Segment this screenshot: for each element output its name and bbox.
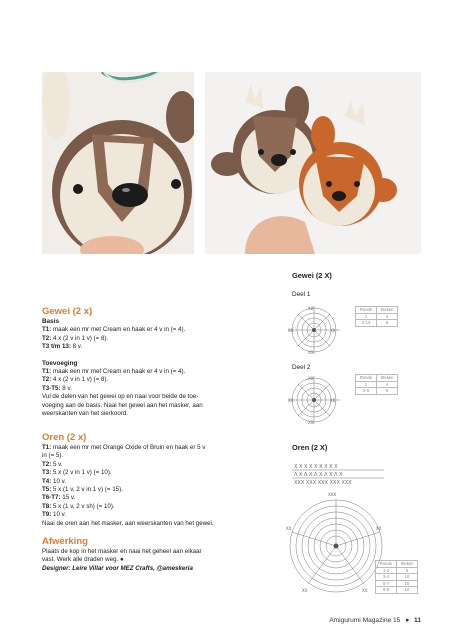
- gewei-section: [42, 306, 254, 418]
- instruction-row: T9: 10 v.: [42, 511, 66, 519]
- instruction-text: vast. Werk alle draden weg. ●: [42, 556, 124, 564]
- svg-text:XX: XX: [308, 350, 314, 355]
- deel2-label: Deel 2: [292, 364, 311, 371]
- afwerking-section: [42, 536, 254, 573]
- instruction-row: T5: 5 x (1 v, 2 v in 1 v) (= 15).: [42, 486, 123, 494]
- svg-text:XX: XX: [308, 306, 314, 311]
- table-oren: Ronde Steken 1-2 5 3-4 10 5-7 15 8-9 10: [375, 560, 418, 594]
- table-deel1: Ronde Steken 1 4 2-13 8: [355, 306, 398, 327]
- instruction-text: Vul de delen van het gewei op en naai voor beide de toe-: [42, 393, 199, 401]
- svg-text:XX: XX: [308, 376, 314, 381]
- instruction-row: T1: maak een mr met Orange Oxide of Bruin en haak er 5 v: [42, 444, 206, 451]
- gewei-deel2-diagram: [286, 374, 342, 426]
- instruction-text: Plaats de kop in het masker en naai het geheel aan elkaar: [42, 548, 202, 555]
- svg-text:XX: XX: [330, 398, 336, 403]
- svg-text:XX: XX: [362, 588, 368, 593]
- instruction-row: T3-T5: 8 v.: [42, 384, 72, 392]
- instruction-row: Naai de oren aan het masker, aan weerskanten van het gewei.: [42, 519, 214, 527]
- instruction-row: T3 t/m 13: 8 v.: [42, 343, 83, 351]
- designer-credit: Designer: Leire Villar voor MEZ Crafts, @ameskeria: [42, 564, 193, 572]
- svg-text:XXX: XXX: [328, 492, 337, 497]
- instruction-row: T8: 5 x (1 v, 2 v sh) (= 10).: [42, 502, 115, 510]
- magazine-name: Amigurumi Magazine 15: [329, 617, 401, 624]
- oren-heading: Oren (2 x): [42, 432, 87, 443]
- svg-text:XX: XX: [288, 328, 294, 333]
- svg-text:XX: XX: [288, 398, 294, 403]
- page-number: 11: [414, 617, 421, 624]
- svg-text:XX: XX: [286, 526, 292, 531]
- svg-text:Λ X Λ X Λ X Λ X Λ X: Λ X Λ X Λ X Λ X Λ X: [294, 472, 343, 478]
- gewei-chart-title: Gewei (2 X): [292, 271, 332, 280]
- instruction-row: T2: 5 v.: [42, 460, 63, 468]
- svg-text:X X X X X X X X X: X X X X X X X X X: [294, 464, 338, 470]
- svg-text:XX: XX: [308, 420, 314, 425]
- instruction-row: T1: maak een mr met Cream en haak er 4 v in (= 4).: [42, 368, 186, 376]
- svg-text:XX: XX: [302, 588, 308, 593]
- instruction-row: T2: 4 x (2 v in 1 v) (= 8).: [42, 376, 109, 384]
- page-footer: [329, 617, 421, 624]
- afwerking-heading: Afwerking: [42, 536, 88, 547]
- toevoeging-title: Toevoeging: [42, 359, 78, 367]
- instruction-row: T6-T7: 15 v.: [42, 494, 76, 502]
- svg-text:XXX XXX XXX XXX XXX: XXX XXX XXX XXX XXX: [294, 480, 352, 486]
- instruction-text: weerskanten van het sierkoord.: [42, 410, 128, 418]
- photo-deer-closeup: [42, 72, 194, 254]
- svg-text:XX: XX: [330, 328, 336, 333]
- instruction-text: voeging aan de basis. Naai het gewei aan het masker, aan: [42, 401, 203, 409]
- photo-two-deer-ornaments: [205, 72, 421, 254]
- instruction-row: T2: 4 x (2 v in 1 v) (= 8).: [42, 334, 109, 342]
- deel1-label: Deel 1: [292, 291, 311, 298]
- instruction-row: T4: 10 v.: [42, 477, 66, 485]
- instruction-row: T3: 5 x (2 v in 1 v) (= 10).: [42, 469, 112, 477]
- table-deel2: Ronde Steken 1 4 2-5 8: [355, 374, 398, 395]
- oren-section: [42, 432, 254, 528]
- instruction-row: T1: maak een mr met Cream en haak er 4 v in (= 4).: [42, 326, 186, 334]
- oren-chart-title: Oren (2 X): [292, 443, 328, 452]
- footer-bullet: ●: [405, 617, 410, 624]
- gewei-deel1-diagram: [286, 304, 342, 356]
- gewei-heading: Gewei (2 x): [42, 306, 93, 317]
- instruction-row: in (= 5).: [42, 452, 64, 460]
- basis-title: Basis: [42, 318, 60, 325]
- svg-text:XX: XX: [376, 526, 382, 531]
